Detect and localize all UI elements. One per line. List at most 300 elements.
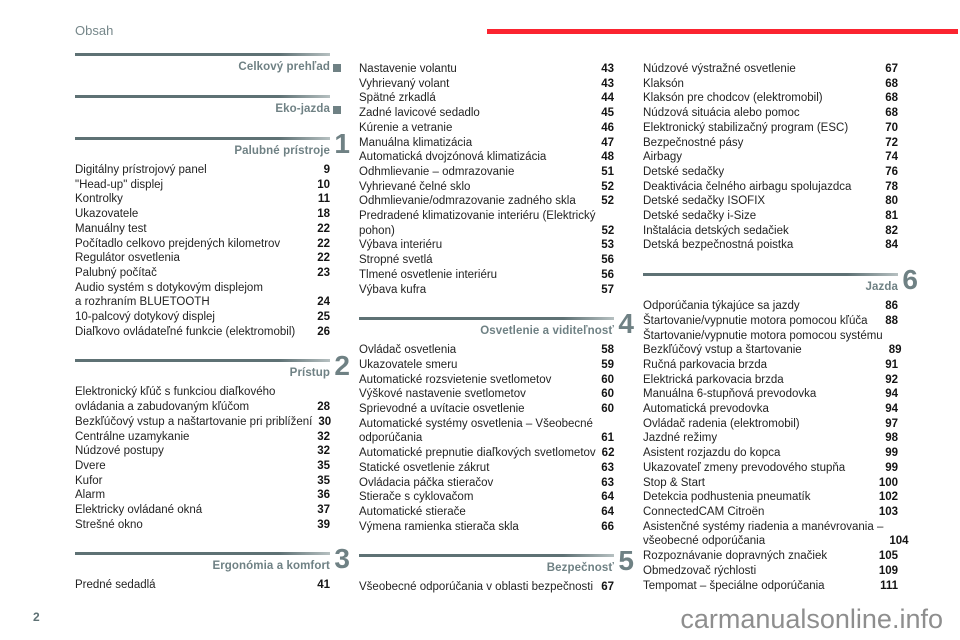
toc-page-number: 104: [889, 535, 909, 548]
toc-page-number: 22: [317, 252, 330, 265]
toc-entry: [359, 490, 614, 505]
toc-page-number: 82: [885, 224, 898, 237]
toc-page-number: 53: [601, 239, 614, 252]
toc-page-number: 105: [878, 550, 898, 563]
toc-entry-line: Vyhrievaný volant: [359, 77, 450, 90]
section-header: [75, 95, 330, 117]
toc-entry-line: Štartovanie/vypnutie motora pomocou kľúča: [643, 314, 868, 327]
toc-entry: [359, 77, 614, 92]
toc-page-number: 24: [317, 296, 330, 309]
toc-entry: [643, 387, 898, 402]
toc-entry-line: Ovládač osvetlenia: [359, 344, 457, 357]
toc-entry: [75, 474, 330, 489]
section-title: Bezpečnosť: [546, 562, 614, 575]
toc-entry-label: [75, 222, 147, 237]
section-header: [75, 543, 350, 575]
toc-entry-label: [643, 150, 682, 165]
toc-page-number: 102: [878, 491, 898, 504]
toc-entry-line: Rozpoznávanie dopravných značiek: [643, 550, 828, 563]
toc-entry-line: Bezpečnostné pásy: [643, 136, 744, 149]
toc-entry-line: Strešné okno: [75, 518, 143, 531]
toc-entry-line: Ukazovatele smeru: [359, 358, 458, 371]
toc-entry-label: [75, 266, 157, 281]
toc-entry-line: Výmena ramienka stierača skla: [359, 520, 519, 533]
toc-entry: [359, 150, 614, 165]
toc-entry-line: Predradené klimatizovanie interiéru (Elektrický: [359, 210, 596, 223]
toc-entry-line: "Head-up" displej: [75, 178, 164, 191]
toc-entry: [75, 488, 330, 503]
toc-entry: [359, 373, 614, 388]
toc-entry: [75, 578, 330, 593]
section-rule: [359, 554, 614, 557]
toc-entry: [359, 62, 614, 77]
toc-entry-label: [643, 165, 724, 180]
section-title-row: [359, 561, 614, 576]
toc-page-number: 72: [885, 136, 898, 149]
section-rule: [643, 273, 898, 276]
toc-entry-line: Bezkľúčový vstup a štartovanie: [643, 344, 802, 357]
toc-page-number: 35: [317, 474, 330, 487]
toc-entry-label: [75, 178, 163, 193]
toc-page-number: 52: [601, 180, 614, 193]
toc-entry-line: Manuálna klimatizácia: [359, 136, 473, 149]
section-rule: [75, 53, 330, 56]
toc-entry-line: Manuálny test: [75, 222, 147, 235]
toc-entry-line: Regulátor osvetlenia: [75, 252, 180, 265]
toc-entry-label: [75, 518, 143, 533]
toc-entry-label: [359, 505, 466, 520]
toc-entry-line: Elektrická parkovacia brzda: [643, 373, 784, 386]
toc-entry-label: [359, 373, 551, 388]
toc-page-number: 67: [885, 63, 898, 75]
toc-entry: [75, 310, 330, 325]
section-rule: [75, 359, 330, 362]
toc-entry: [75, 518, 330, 533]
section-title: Prístup: [289, 367, 330, 380]
toc-page-number: 103: [878, 505, 898, 518]
toc-entry-label: [359, 209, 596, 238]
toc-entry: [643, 91, 898, 106]
toc-entry-label: [643, 505, 764, 520]
toc-entry: [643, 180, 898, 195]
toc-page-number: 97: [885, 417, 898, 430]
toc-page-number: 63: [601, 461, 614, 474]
section-square-marker: [333, 64, 341, 72]
toc-entry-line: Dvere: [75, 459, 106, 472]
toc-entry: [75, 222, 330, 237]
toc-entry-line: Spätné zrkadlá: [359, 92, 436, 105]
toc-entry-label: [359, 150, 546, 165]
toc-page-number: 111: [880, 579, 898, 592]
toc-entry-label: [643, 136, 743, 151]
toc-entry-label: [643, 461, 845, 476]
toc-entry-line: Detekcia podhustenia pneumatík: [643, 491, 811, 504]
section-title: Celkový prehľad: [238, 61, 330, 73]
toc-entry: [75, 503, 330, 518]
toc-column: [75, 53, 350, 595]
toc-entry-line: ovládania a zabudovaným kľúčom: [75, 401, 250, 414]
toc-page-number: 67: [601, 581, 614, 594]
toc-entry: [359, 165, 614, 180]
toc-page-number: 56: [601, 254, 614, 267]
toc-page-number: 94: [885, 403, 898, 416]
toc-page-number: 26: [317, 325, 330, 338]
toc-entry-list: [643, 299, 909, 593]
toc-entry: [643, 431, 898, 446]
section-number: 4: [618, 308, 634, 340]
toc-page-number: 52: [601, 224, 615, 237]
toc-entry-line: Obmedzovač rýchlosti: [643, 564, 757, 577]
toc-entry-line: Automatické systémy osvetlenia – Všeobecné: [359, 417, 593, 430]
toc-entry-label: [75, 444, 164, 459]
toc-entry-label: [643, 91, 823, 106]
toc-page-number: 64: [601, 491, 614, 504]
toc-entry-line: Kúrenie a vetranie: [359, 121, 453, 134]
toc-entry-line: Bezkľúčový vstup a naštartovanie pri priblížení: [75, 415, 313, 428]
section-rule: [75, 137, 330, 140]
toc-entry-line: odporúčania: [359, 432, 423, 445]
toc-page-number: 99: [885, 461, 898, 474]
section-title: Eko-jazda: [275, 103, 330, 115]
section-title-row: [75, 144, 330, 159]
toc-entry-line: Výbava kufra: [359, 283, 427, 296]
toc-entry: [643, 194, 898, 209]
toc-page-number: 64: [601, 505, 614, 518]
toc-entry-label: [75, 310, 215, 325]
footer-page-number: 2: [33, 610, 40, 624]
toc-entry: [643, 77, 898, 92]
toc-page-number: 86: [885, 300, 898, 313]
toc-entry: [75, 266, 330, 281]
toc-entry-line: Automatické rozsvietenie svetlometov: [359, 373, 552, 386]
toc-entry-line: Alarm: [75, 489, 106, 502]
toc-entry-line: Detské sedačky ISOFIX: [643, 195, 766, 208]
toc-entry-line: Inštalácia detských sedačiek: [643, 224, 789, 237]
toc-entry: [643, 314, 898, 329]
toc-entry-line: Stierače s cyklovačom: [359, 491, 474, 504]
section-rule: [359, 317, 614, 320]
toc-entry-line: Automatické stierače: [359, 505, 466, 518]
toc-entry-label: [75, 503, 202, 518]
toc-entry: [75, 415, 330, 430]
toc-entry: [359, 520, 614, 535]
toc-entry-line: Kufor: [75, 474, 103, 487]
toc-entry-line: Palubný počítač: [75, 266, 157, 279]
toc-entry-line: Asistenčné systémy riadenia a manévrovania –: [643, 520, 884, 533]
toc-entry-label: [359, 446, 596, 461]
toc-entry-line: Núdzové výstražné osvetlenie: [643, 63, 796, 75]
toc-entry-label: [359, 461, 489, 476]
toc-entry-line: Počítadlo celkovo prejdených kilometrov: [75, 237, 281, 250]
toc-entry: [359, 446, 614, 461]
toc-entry-label: [75, 488, 105, 503]
toc-page-number: 36: [317, 489, 330, 502]
toc-entry: [643, 417, 898, 432]
section-rule: [75, 95, 330, 98]
toc-entry: [359, 194, 614, 209]
toc-entry-label: [643, 106, 800, 121]
toc-entry: [359, 402, 614, 417]
toc-page-number: 11: [317, 193, 330, 206]
toc-entry-label: [643, 402, 769, 417]
toc-entry-line: Vyhrievané čelné sklo: [359, 180, 471, 193]
toc-page-number: 22: [317, 222, 330, 235]
toc-page-number: 56: [601, 268, 614, 281]
toc-entry-label: [643, 77, 684, 92]
toc-entry-label: [359, 136, 472, 151]
toc-page-number: 63: [601, 476, 614, 489]
toc-page-number: 39: [317, 518, 330, 531]
toc-entry: [643, 490, 898, 505]
toc-entry-line: Klaksón pre chodcov (elektromobil): [643, 92, 823, 105]
toc-entry-line: Detské sedačky i-Size: [643, 210, 757, 223]
toc-page-number: 80: [885, 195, 898, 208]
toc-entry: [75, 237, 330, 252]
toc-page-number: 48: [601, 151, 614, 164]
toc-page-number: 99: [885, 447, 898, 460]
toc-entry: [75, 281, 330, 310]
toc-entry-line: Detská bezpečnostná poistka: [643, 239, 794, 252]
toc-entry: [75, 385, 330, 414]
section-rule: [75, 552, 330, 555]
toc-entry: [359, 358, 614, 373]
toc-entry-label: [75, 163, 207, 178]
toc-entry-label: [643, 549, 827, 564]
section-title: Osvetlenie a viditeľnosť: [480, 325, 614, 338]
toc-entry: [75, 459, 330, 474]
toc-entry-line: Jazdné režimy: [643, 432, 718, 445]
toc-entry: [643, 520, 909, 549]
toc-entry-label: [359, 180, 470, 195]
toc-page-number: 76: [885, 165, 898, 178]
section-header: [643, 264, 918, 296]
toc-page-number: 22: [317, 237, 330, 250]
toc-page-number: 59: [601, 358, 614, 371]
toc-page-number: 35: [317, 459, 330, 472]
toc-page-number: 47: [601, 136, 614, 149]
toc-page-number: 46: [601, 121, 614, 134]
toc-entry: [359, 121, 614, 136]
toc-entry: [643, 549, 898, 564]
toc-page-number: 37: [317, 504, 330, 517]
toc-entry-label: [75, 207, 138, 222]
toc-page-number: 91: [885, 358, 898, 371]
toc-entry: [75, 192, 330, 207]
toc-entry-label: [643, 358, 767, 373]
section-title-row: [75, 559, 330, 574]
toc-entry-line: Ovládač radenia (elektromobil): [643, 417, 800, 430]
toc-entry-label: [359, 253, 433, 268]
toc-entry: [359, 253, 614, 268]
toc-page-number: 94: [885, 388, 898, 401]
toc-entry-label: [643, 62, 796, 77]
toc-page-number: 60: [601, 403, 614, 416]
toc-entry-label: [359, 343, 456, 358]
toc-entry: [75, 444, 330, 459]
toc-page-number: 41: [317, 579, 330, 592]
toc-entry: [643, 446, 898, 461]
toc-page-number: 60: [601, 373, 614, 386]
toc-entry: [643, 106, 898, 121]
toc-entry-label: [75, 415, 312, 430]
toc-entry-label: [643, 194, 765, 209]
watermark: carmanualsonline.info: [680, 604, 943, 634]
toc-page-number: 68: [885, 92, 898, 105]
section-header: [359, 308, 634, 340]
toc-entry-line: Štartovanie/vypnutie motora pomocou systému: [643, 329, 883, 342]
toc-page-number: 32: [317, 430, 330, 443]
toc-entry: [359, 106, 614, 121]
toc-entry-label: [643, 476, 705, 491]
toc-page-number: 61: [601, 432, 614, 445]
toc-entry-label: [75, 281, 263, 310]
toc-entry-label: [643, 431, 717, 446]
toc-entry-label: [359, 268, 497, 283]
toc-page-number: 23: [317, 266, 330, 279]
toc-page-number: 74: [885, 151, 898, 164]
toc-entry-label: [359, 62, 457, 77]
toc-entry-line: Stropné svetlá: [359, 254, 433, 267]
toc-page-number: 44: [601, 92, 614, 105]
toc-page-number: 68: [885, 77, 898, 90]
toc-page-number: 10: [317, 178, 330, 191]
toc-entry-label: [359, 121, 452, 136]
toc-page-number: 78: [885, 180, 898, 193]
toc-entry-label: [643, 387, 816, 402]
toc-entry-line: Výškové nastavenie svetlometov: [359, 388, 526, 401]
toc-entry: [359, 91, 614, 106]
toc-entry: [643, 121, 898, 136]
toc-entry-label: [359, 402, 525, 417]
toc-entry-label: [359, 490, 473, 505]
toc-page-number: 43: [601, 63, 614, 75]
toc-entry: [359, 180, 614, 195]
toc-entry-line: Predné sedadlá: [75, 579, 156, 592]
section-title-row: [75, 60, 330, 75]
section-number: 5: [618, 545, 634, 577]
toc-entry-line: Ukazovateľ zmeny prevodového stupňa: [643, 461, 846, 474]
section-title: Jazda: [865, 281, 898, 294]
toc-entry-line: Airbagy: [643, 151, 682, 164]
toc-entry: [75, 178, 330, 193]
toc-entry-label: [75, 430, 189, 445]
toc-entry-line: Ovládacia páčka stieračov: [359, 476, 494, 489]
toc-entry-line: Núdzové postupy: [75, 445, 164, 458]
toc-entry-label: [643, 121, 848, 136]
section-header: [75, 53, 330, 75]
toc-entry-label: [643, 579, 825, 594]
toc-entry-list: [75, 578, 330, 593]
toc-entry: [359, 283, 614, 298]
toc-entry-line: 10-palcový dotykový displej: [75, 311, 215, 324]
toc-entry-line: Elektricky ovládané okná: [75, 504, 203, 517]
section-number: 1: [334, 128, 350, 159]
section-number: 6: [902, 264, 918, 296]
toc-entry-label: [643, 564, 756, 579]
section-title-row: [75, 366, 330, 381]
toc-entry-label: [359, 238, 442, 253]
toc-entry-line: Ukazovatele: [75, 208, 139, 221]
toc-entry: [359, 476, 614, 491]
toc-entry: [359, 580, 614, 595]
toc-entry-label: [75, 459, 106, 474]
toc-entry: [643, 402, 898, 417]
toc-entry: [643, 209, 898, 224]
toc-entry-line: Automatická prevodovka: [643, 403, 769, 416]
toc-entry-line: Ručná parkovacia brzda: [643, 358, 768, 371]
toc-entry: [643, 476, 898, 491]
toc-entry: [643, 461, 898, 476]
toc-entry-line: Tlmené osvetlenie interiéru: [359, 268, 498, 281]
toc-entry-label: [643, 180, 851, 195]
toc-page-number: 57: [601, 283, 614, 296]
section-title: Palubné prístroje: [234, 145, 330, 157]
toc-entry: [359, 417, 614, 446]
toc-page-number: 25: [317, 311, 330, 324]
toc-columns: [75, 53, 918, 595]
toc-entry-label: [359, 91, 436, 106]
toc-entry-line: Odporúčania týkajúce sa jazdy: [643, 300, 800, 313]
toc-entry: [643, 165, 898, 180]
toc-entry-label: [359, 417, 593, 446]
toc-entry-label: [75, 237, 280, 252]
toc-entry-list: [359, 580, 614, 595]
section-title-row: [359, 324, 614, 339]
toc-entry-label: [643, 238, 793, 253]
toc-entry-label: [359, 165, 514, 180]
toc-page-number: 88: [885, 314, 898, 327]
toc-entry-line: všeobecné odporúčania: [643, 535, 766, 548]
toc-entry: [359, 505, 614, 520]
toc-entry-label: [359, 194, 576, 209]
toc-entry-label: [75, 385, 275, 414]
section-title-row: [643, 280, 898, 295]
toc-entry: [359, 238, 614, 253]
toc-entry-line: Diaľkovo ovládateľné funkcie (elektromobil): [75, 325, 296, 338]
toc-entry-label: [643, 417, 800, 432]
toc-entry-list: [75, 163, 330, 339]
toc-entry: [643, 329, 902, 358]
toc-entry-label: [75, 251, 180, 266]
toc-entry: [643, 238, 898, 253]
page-title: Obsah: [75, 23, 114, 38]
toc-entry: [75, 207, 330, 222]
toc-entry-line: Zadné lavicové sedadlo: [359, 107, 480, 120]
toc-entry: [643, 299, 898, 314]
toc-entry-line: Detské sedačky: [643, 165, 725, 178]
toc-page-number: 9: [323, 164, 330, 176]
toc-entry-label: [643, 490, 811, 505]
toc-entry-label: [643, 224, 789, 239]
toc-entry: [359, 461, 614, 476]
toc-entry: [643, 150, 898, 165]
toc-page-number: 62: [601, 447, 615, 460]
toc-entry: [643, 136, 898, 151]
toc-entry-list: [359, 343, 614, 534]
toc-entry: [75, 163, 330, 178]
toc-entry-label: [359, 77, 449, 92]
toc-entry: [359, 268, 614, 283]
toc-entry-label: [75, 578, 156, 593]
toc-page-number: 43: [601, 77, 614, 90]
toc-entry-line: Digitálny prístrojový panel: [75, 164, 207, 176]
toc-page-number: 109: [878, 564, 898, 577]
toc-entry-label: [359, 387, 526, 402]
toc-entry-line: a rozhraním BLUETOOTH: [75, 296, 210, 309]
toc-entry-label: [75, 192, 123, 207]
toc-entry-label: [359, 476, 493, 491]
toc-entry-line: Odhmlievanie – odmrazovanie: [359, 165, 515, 178]
